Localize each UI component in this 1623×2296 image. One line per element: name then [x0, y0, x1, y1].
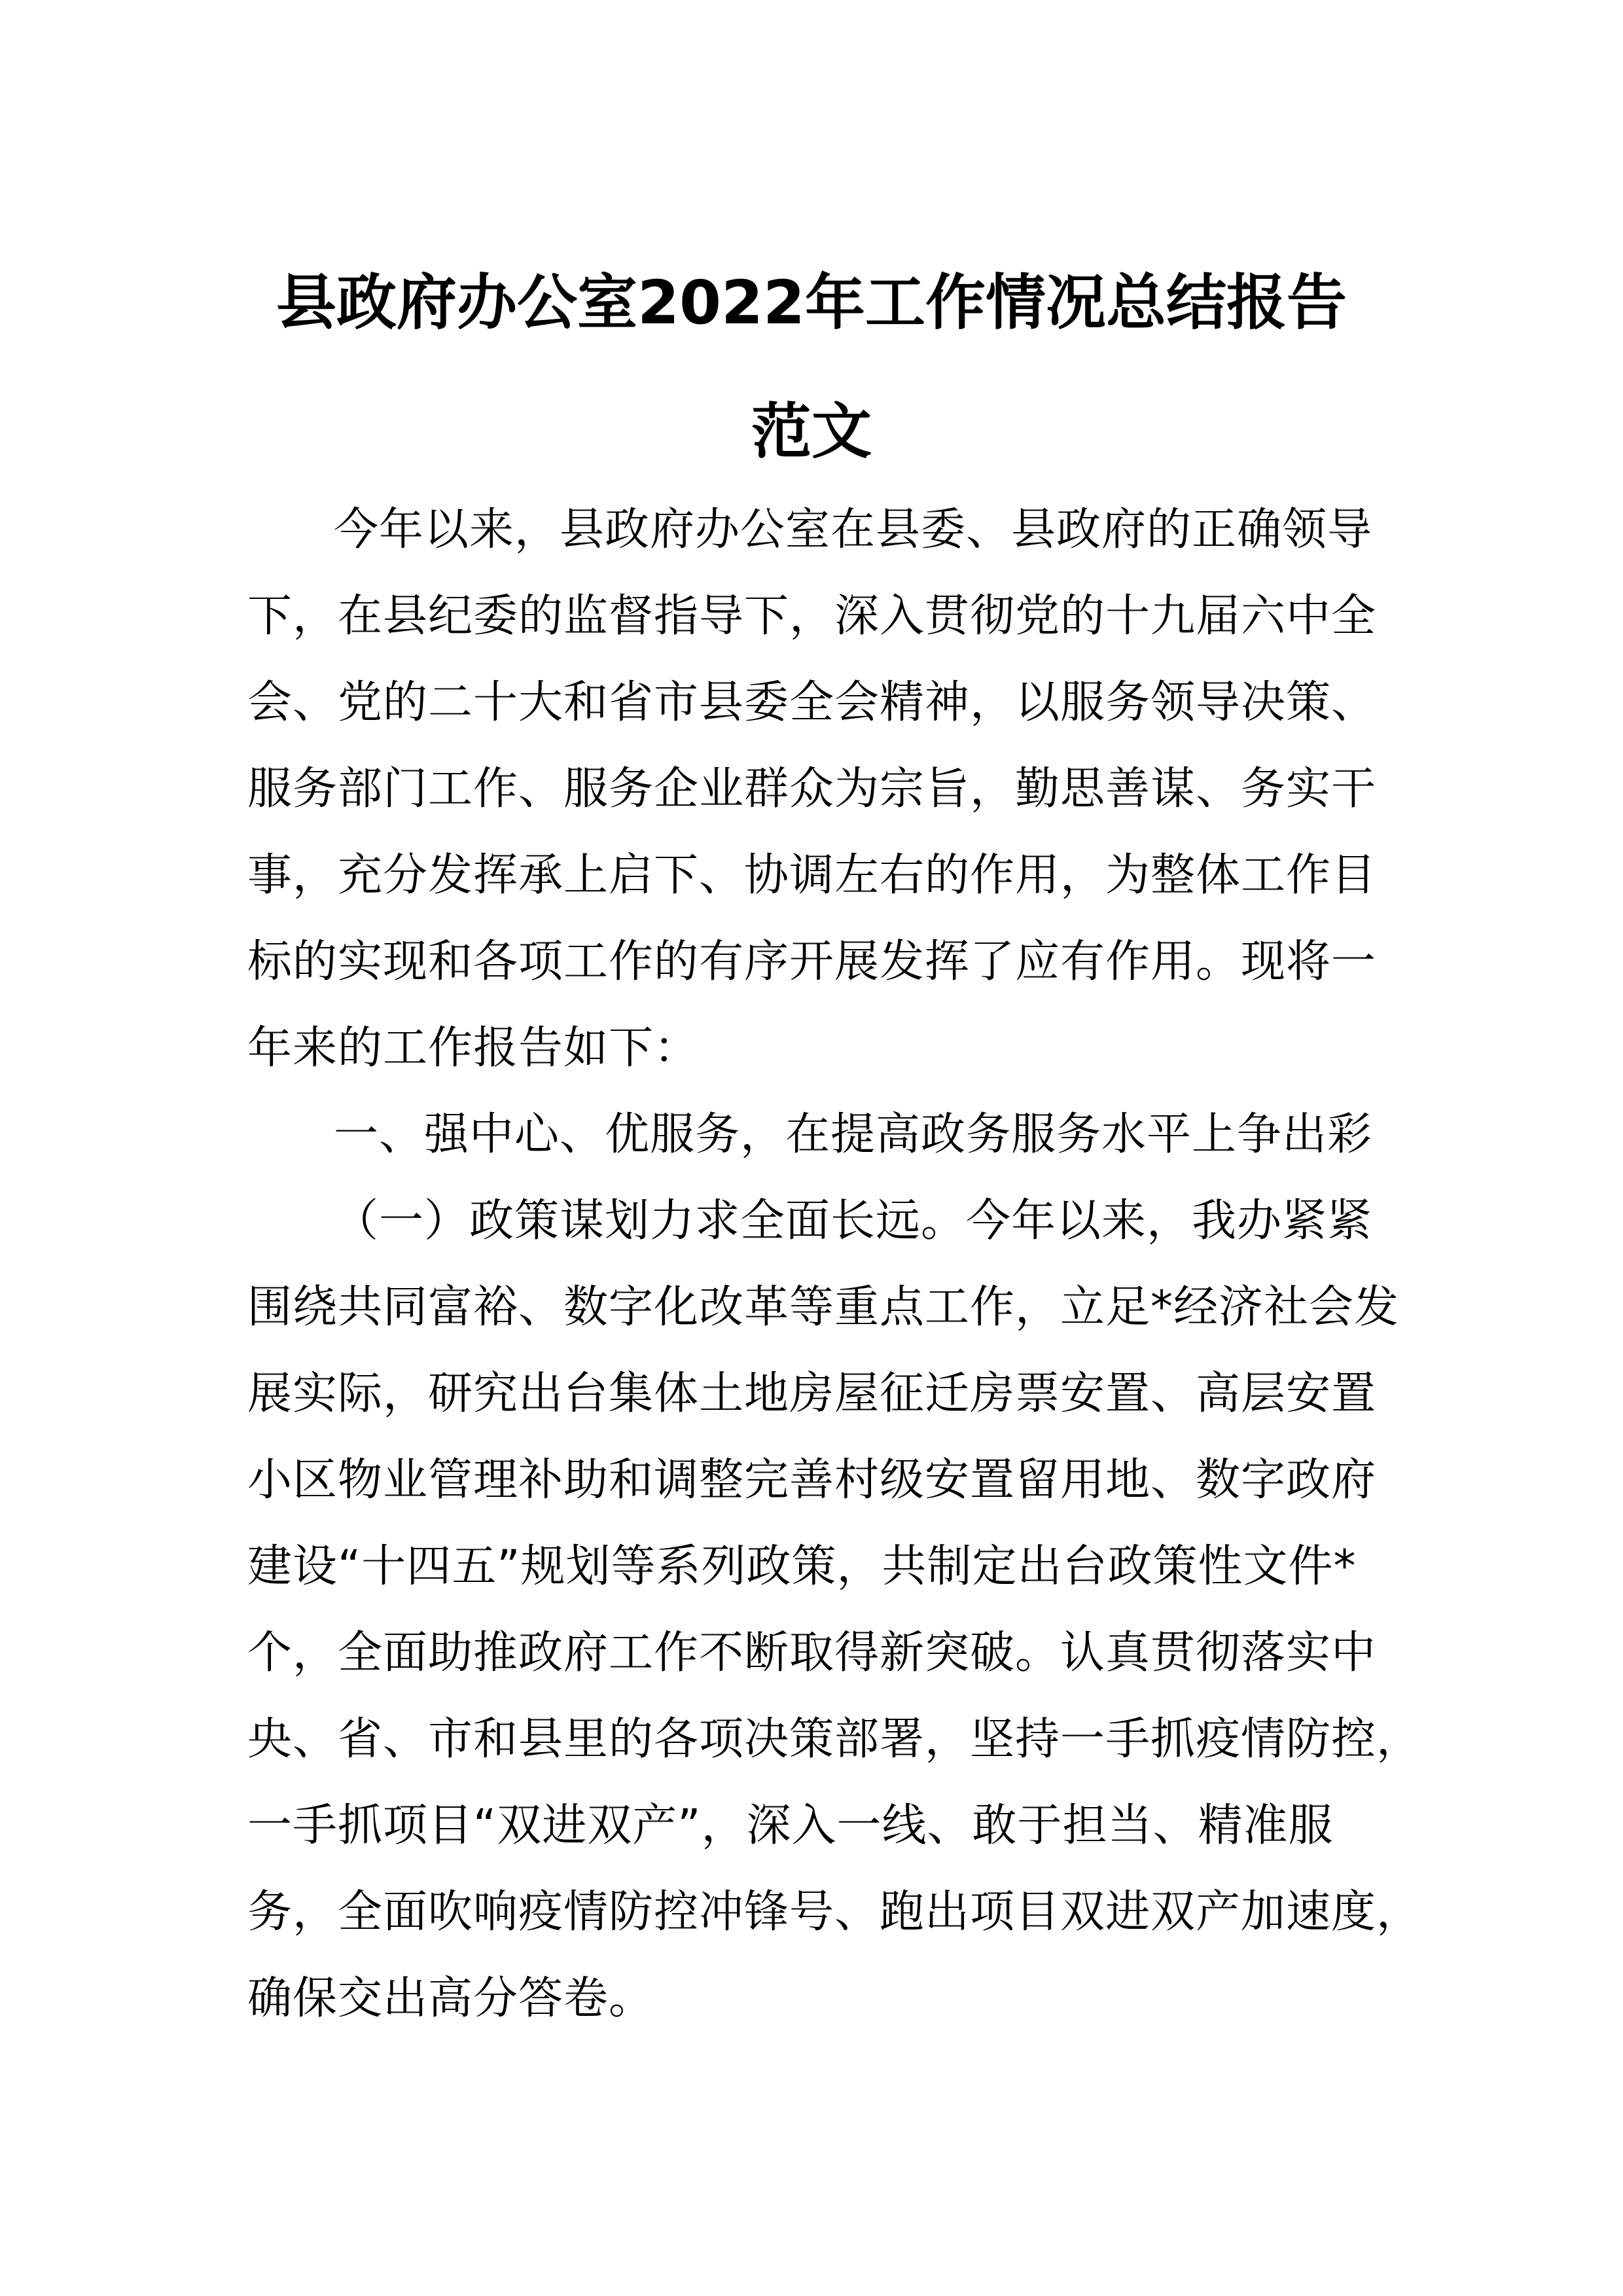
- section-heading-1: 一、强中心、优服务，在提高政务服务水平上争出彩: [334, 1109, 1373, 1160]
- paragraph-1-line-1: 今年以来，县政府办公室在县委、县政府的正确领导: [334, 504, 1373, 556]
- paragraph-2-line-7: 央、省、市和县里的各项决策部署，坚持一手抓疫情防控，: [247, 1713, 1422, 1765]
- paragraph-2-line-2: 围绕共同富裕、数字化改革等重点工作，立足*经济社会发: [247, 1282, 1400, 1333]
- paragraph-2-line-3: 展实际，研究出台集体土地房屋征迁房票安置、高层安置: [247, 1368, 1377, 1420]
- paragraph-2-line-1: （一）政策谋划力求全面长远。今年以来，我办紧紧: [334, 1195, 1373, 1247]
- document-title-line-1: 县政府办公室2022年工作情况总结报告: [276, 268, 1347, 338]
- paragraph-2-line-8: 一手抓项目“双进双产”，深入一线、敢于担当、精准服: [247, 1800, 1334, 1852]
- paragraph-1-line-3: 会、党的二十大和省市县委全会精神，以服务领导决策、: [247, 677, 1377, 728]
- paragraph-1-line-4: 服务部门工作、服务企业群众为宗旨，勤思善谋、务实干: [247, 763, 1377, 815]
- paragraph-1-line-5: 事，充分发挥承上启下、协调左右的作用，为整体工作目: [247, 850, 1377, 901]
- paragraph-2-line-4: 小区物业管理补助和调整完善村级安置留用地、数字政府: [247, 1454, 1377, 1506]
- paragraph-1-line-2: 下，在县纪委的监督指导下，深入贯彻党的十九届六中全: [247, 590, 1377, 642]
- document-title-line-2: 范文: [751, 397, 872, 467]
- paragraph-2-line-5: 建设“十四五”规划等系列政策，共制定出台政策性文件*: [247, 1541, 1357, 1592]
- paragraph-2-line-10: 确保交出高分答卷。: [247, 1973, 654, 2024]
- paragraph-1-line-7: 年来的工作报告如下：: [247, 1022, 700, 1074]
- paragraph-2-line-6: 个，全面助推政府工作不断取得新突破。认真贯彻落实中: [247, 1627, 1377, 1679]
- paragraph-2-line-9: 务，全面吹响疫情防控冲锋号、跑出项目双进双产加速度，: [247, 1886, 1422, 1938]
- paragraph-1-line-6: 标的实现和各项工作的有序开展发挥了应有作用。现将一: [247, 936, 1377, 988]
